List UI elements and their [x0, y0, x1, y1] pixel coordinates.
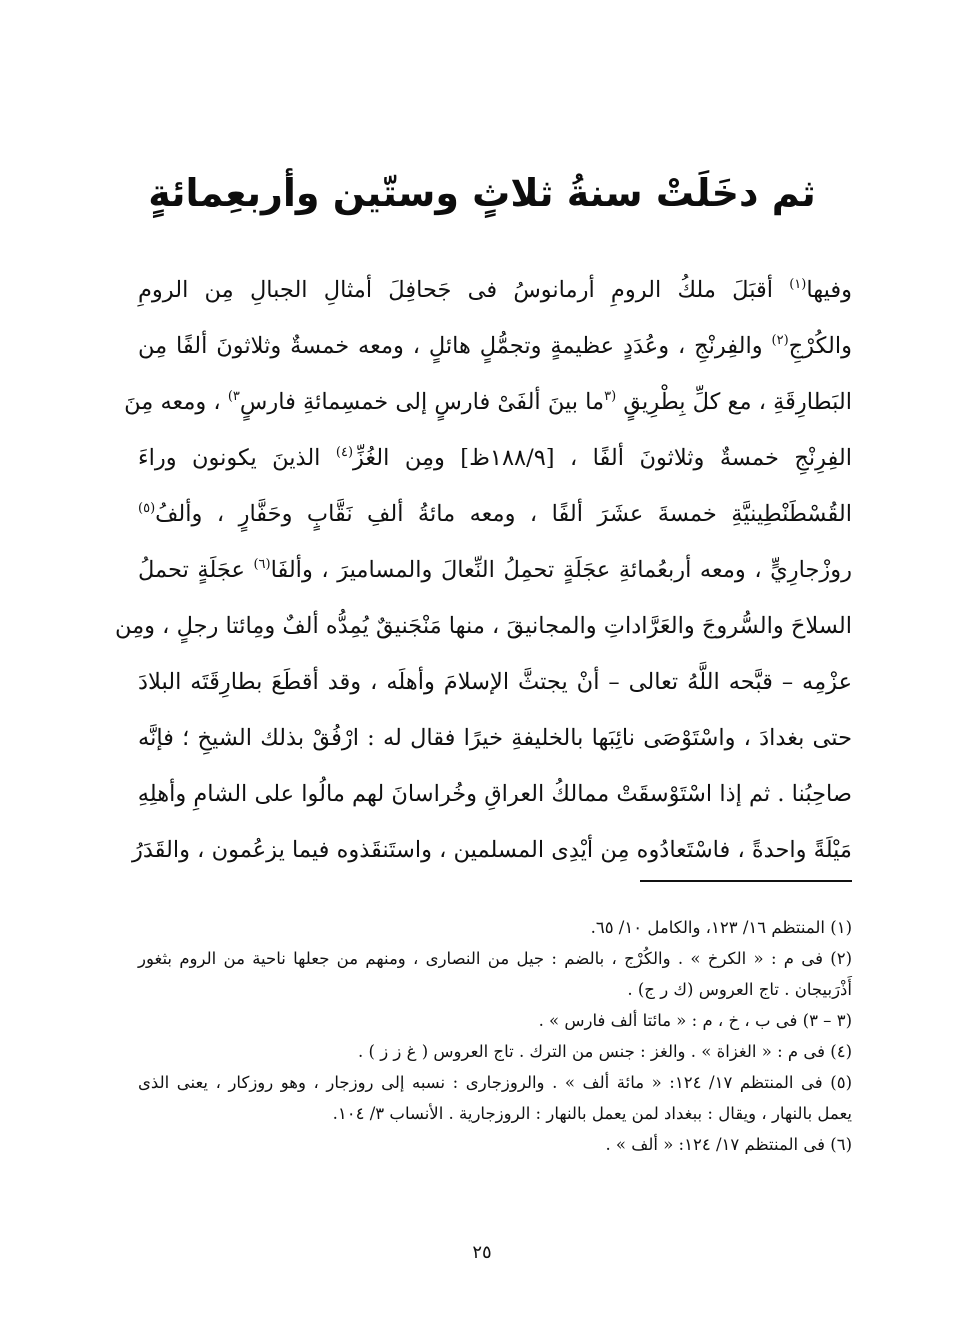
footnote-line: (٥) فى المنتظم ١٧/ ١٢٤: « مائة ألف » . والروزجارى : نسبه إلى روزجار ، وهو روزكار ، يعنى الذى: [138, 1073, 852, 1092]
footnote-line: (٤) فى م : « الغزاة » . والغز : جنس من الترك . تاج العروس ( غ ز ز ) .: [358, 1042, 852, 1061]
footnote-marker: (٦): [253, 557, 271, 572]
text-line: البَطارِقَةِ ، مع كلِّ بِطْرِيقٍ $^{(٣}$ما بينَ ألفَىْ فارسٍ إلى خمسِمائةِ فارسٍ$^{٣)}$ ، ومعه مِنَ: [124, 389, 852, 415]
text-line: حتى بغدادَ ، واسْتَوْصَى نائِبَها بالخليفةِ خيرًا فقال له : ارْفُقْ بذلك الشيخِ ؛ فإنَّه: [138, 725, 852, 751]
footnote-marker: (٥): [138, 501, 156, 516]
footnote-line: (٢) فى م : « الكرخ » . والكُرْج ، بالضم : جيل من النصارى ، ومنهم من جعلها ناحية من الروم بثغور: [138, 949, 852, 968]
footnote-line: أَذْرَبيجان . تاج العروس (ك ر ج) .: [627, 980, 852, 999]
page-number: ٢٥: [472, 1242, 492, 1263]
chapter-heading: ثم دخَلَتْ سنةُ ثلاثٍ وستّين وأربعِمائةٍ: [148, 171, 816, 216]
footnote-marker: (٣: [604, 389, 617, 404]
footnote-marker: ٣): [227, 389, 240, 404]
text-line: وفيها$^{(١)}$ أقبَلَ ملكُ الرومِ أرمانوسُ فى جَحافِلَ أمثالِ الجبالِ مِن الرومِ: [138, 277, 852, 303]
text-line: روزْجارِيٍّ ، ومعه أربعُمائةِ عجَلَةٍ تحمِلُ النِّعالَ والمساميرَ ، وألفَا$^{(٦)}$ عجَلَةٍ تحملُ: [138, 557, 852, 583]
text-line: والكُرْجِ$^{(٢)}$ والفِرنْجِ ، وعُدَدٍ عظيمةٍ وتجمُّلٍ هائلٍ ، ومعه خمسةٌ وثلاثونَ ألفًا مِن: [138, 333, 852, 359]
footnote-line: (١) المنتظم ١٦/ ١٢٣، والكامل ١٠/ ٦٥.: [590, 918, 852, 937]
footnote-line: يعمل بالنهار ، ويقال : ببغداد لمن يعمل بالنهار : الروزجارية . الأنساب ٣/ ١٠٤.: [332, 1104, 852, 1123]
footnote-separator: [640, 880, 852, 882]
text-line: القُسْطَنْطِينيَّةِ خمسةَ عشَرَ ألفًا ، ومعه مائةُ ألفِ نَقَّابٍ وحَفَّارٍ ، وألفُ$^{(٥)}$: [138, 501, 852, 527]
main-text: [114, 262, 853, 878]
text-line: مَيْلَةً واحدةً ، فاسْتَعادُوه مِن أيْدِى المسلمين ، واستَنقَذوه فيما يزعُمون ، والقَدَرُ: [132, 837, 852, 863]
footnote-marker: (١): [789, 277, 807, 292]
footnote-marker: (٢): [771, 333, 789, 348]
text-line: عزْمِه – قبَّحه اللَّهُ تعالى – أنْ يجتثَّ الإسلامَ وأهلَه ، وقد أقطَعَ بطارِقَتَه البلادَ: [138, 669, 852, 695]
footnote-line: (٣ – ٣) فى ب ، خ ، م : « مائتا ألف فارس » .: [538, 1011, 852, 1030]
text-line: صاحِبُنا . ثم إذا اسْتَوْسقَتْ ممالكُ العراقِ وخُراسانَ لهم مالُوا على الشامِ وأهلِهِ: [137, 781, 852, 807]
text-line: الفِرِنْجِ خمسةٌ وثلاثونَ ألفًا ، [١٨٨/٩ظ] ومِن الغُزِّ$^{(٤)}$ الذينَ يكونون وراءَ: [138, 445, 853, 471]
text-line: السلاحَ والسُّروجَ والعَرَّاداتِ والمجانيقَ ، منها مَنْجَنيقٌ يُمِدُّه ألفٌ ومِائتا رجلٍ ، ومِن: [114, 613, 852, 639]
footnote-marker: (٤): [335, 445, 354, 460]
footnote-line: (٦) فى المنتظم ١٧/ ١٢٤: « ألف » .: [605, 1135, 852, 1154]
footnotes: [138, 912, 852, 1160]
